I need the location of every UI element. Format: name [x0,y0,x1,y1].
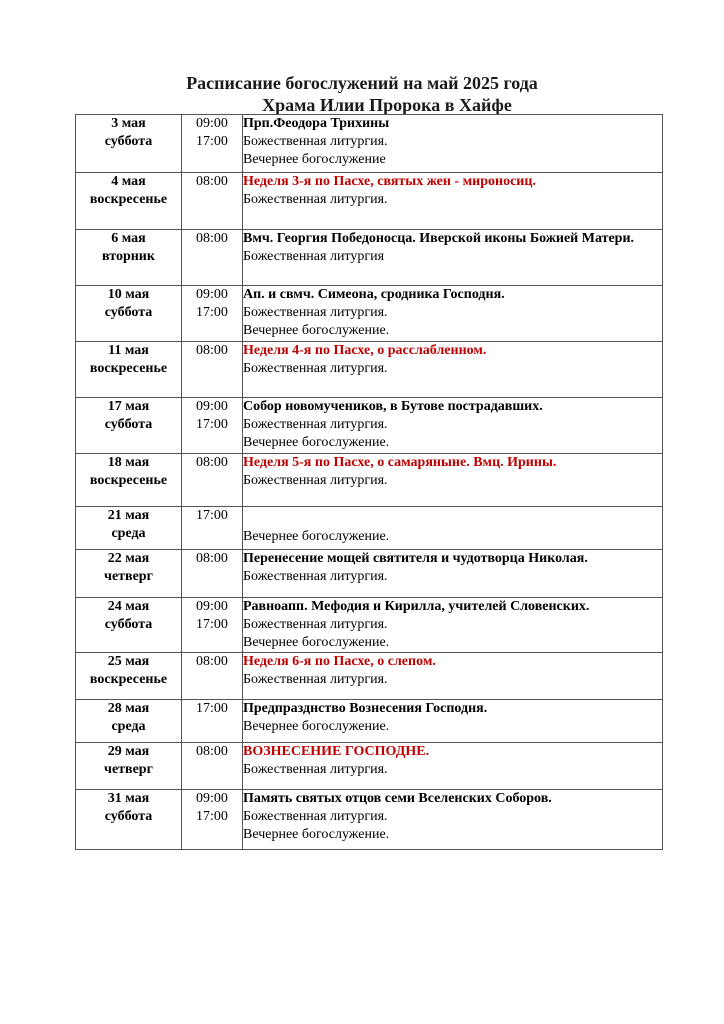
service-time: 17:00 [196,305,228,320]
schedule-row [76,173,663,230]
schedule-row [76,454,663,507]
service-name: Божественная литургия. [243,762,388,777]
service-name: Вечернее богослужение. [243,529,390,544]
feast-title: Перенесение мощей святителя и чудотворца Николая. [243,551,588,566]
day-cell [76,790,182,850]
date-label: 22 мая [107,551,150,566]
schedule-row [76,507,663,550]
service-name: Божественная литургия. [243,192,388,207]
time-cell [182,173,243,230]
service-name: Божественная литургия. [243,809,388,824]
date-label: 28 мая [107,701,150,716]
schedule-row [76,790,663,850]
date-label: 29 мая [107,744,150,759]
service-time: 09:00 [196,287,228,302]
weekday-label: суббота [104,809,153,824]
weekday-label: воскресенье [89,361,168,376]
schedule-row [76,700,663,743]
schedule-row [76,550,663,598]
service-name: Божественная литургия. [243,672,388,687]
day-cell [76,454,182,507]
weekday-label: четверг [104,762,153,777]
feast-title: Собор новомучеников, в Бутове пострадавших. [243,399,543,414]
time-cell [182,398,243,454]
description-cell [243,743,663,790]
day-cell [76,115,182,173]
day-cell [76,598,182,653]
time-cell [182,454,243,507]
service-name: Вечернее богослужение. [243,323,390,338]
day-cell [76,286,182,342]
date-label: 17 мая [107,399,150,414]
schedule-row [76,598,663,653]
day-cell [76,173,182,230]
time-cell [182,286,243,342]
service-time: 08:00 [196,455,228,470]
date-label: 11 мая [108,343,149,358]
service-time: 09:00 [196,116,228,131]
feast-title: Прп.Феодора Трихины [243,116,390,131]
date-label: 21 мая [107,508,150,523]
title-line-2: Храма Илии Пророка в Хайфе [262,95,512,115]
description-cell [243,550,663,598]
schedule-row [76,653,663,700]
service-name: Вечернее богослужение [243,152,386,167]
day-cell [76,342,182,398]
schedule-row [76,115,663,173]
service-name: Вечернее богослужение. [243,827,390,842]
feast-title: Равноапп. Мефодия и Кирилла, учителей Словенских. [243,599,590,614]
time-cell [182,653,243,700]
service-name: Божественная литургия. [243,569,388,584]
weekday-label: среда [111,526,146,541]
time-cell [182,743,243,790]
schedule-row [76,286,663,342]
feast-title: Неделя 5-я по Пасхе, о самаряныне. Вмц. Ирины. [243,455,557,470]
date-label: 3 мая [111,116,146,131]
feast-title: Ап. и свмч. Симеона, сродника Господня. [243,287,505,302]
schedule-table [75,114,663,850]
service-time: 09:00 [196,599,228,614]
description-cell [243,507,663,550]
feast-title: Неделя 3-я по Пасхе, святых жен - мироносиц. [243,174,536,189]
weekday-label: суббота [104,417,153,432]
weekday-label: суббота [104,134,153,149]
schedule-row [76,398,663,454]
service-time: 17:00 [196,701,228,716]
service-time: 17:00 [196,134,228,149]
service-time: 17:00 [196,809,228,824]
weekday-label: воскресенье [89,192,168,207]
service-time: 08:00 [196,654,228,669]
day-cell [76,700,182,743]
day-cell [76,653,182,700]
day-cell [76,398,182,454]
weekday-label: среда [111,719,146,734]
service-name: Божественная литургия. [243,617,388,632]
time-cell [182,700,243,743]
schedule-row [76,342,663,398]
description-cell [243,790,663,850]
schedule-row [76,743,663,790]
service-time: 17:00 [196,617,228,632]
page-title [0,72,724,116]
description-cell [243,653,663,700]
description-cell [243,700,663,743]
date-label: 24 мая [107,599,150,614]
feast-title: ВОЗНЕСЕНИЕ ГОСПОДНЕ. [243,744,430,759]
day-cell [76,550,182,598]
description-cell [243,230,663,286]
date-label: 31 мая [107,791,150,806]
service-time: 08:00 [196,744,228,759]
service-time: 08:00 [196,231,228,246]
time-cell [182,790,243,850]
day-cell [76,743,182,790]
service-name: Вечернее богослужение. [243,435,390,450]
date-label: 25 мая [107,654,150,669]
title-line-1: Расписание богослужений на май 2025 года [186,73,538,93]
date-label: 10 мая [107,287,150,302]
weekday-label: вторник [102,249,155,264]
weekday-label: воскресенье [89,473,168,488]
day-cell [76,507,182,550]
time-cell [182,550,243,598]
date-label: 18 мая [107,455,150,470]
service-time: 08:00 [196,343,228,358]
schedule-body [76,115,663,850]
service-name: Божественная литургия [243,249,385,264]
feast-title: Неделя 4-я по Пасхе, о расслабленном. [243,343,487,358]
service-name: Вечернее богослужение. [243,719,390,734]
weekday-label: воскресенье [89,672,168,687]
weekday-label: четверг [104,569,153,584]
schedule-row [76,230,663,286]
service-name: Божественная литургия. [243,361,388,376]
time-cell [182,342,243,398]
weekday-label: суббота [104,617,153,632]
description-cell [243,115,663,173]
service-time: 08:00 [196,551,228,566]
description-cell [243,598,663,653]
time-cell [182,507,243,550]
time-cell [182,230,243,286]
feast-title: Неделя 6-я по Пасхе, о слепом. [243,654,436,669]
service-time: 17:00 [196,508,228,523]
time-cell [182,115,243,173]
service-time: 17:00 [196,417,228,432]
date-label: 6 мая [111,231,146,246]
description-cell [243,454,663,507]
service-name: Божественная литургия. [243,417,388,432]
description-cell [243,286,663,342]
service-time: 09:00 [196,399,228,414]
service-name: Вечернее богослужение. [243,635,390,650]
service-name: Божественная литургия. [243,473,388,488]
service-name: Божественная литургия. [243,305,388,320]
feast-title: Память святых отцов семи Вселенских Соборов. [243,791,552,806]
feast-title: Предпразднство Вознесения Господня. [243,701,488,716]
service-time: 09:00 [196,791,228,806]
service-time: 08:00 [196,174,228,189]
service-name: Божественная литургия. [243,134,388,149]
description-cell [243,398,663,454]
feast-title: Вмч. Георгия Победоносца. Иверской иконы Божией Матери. [243,231,635,246]
description-cell [243,342,663,398]
weekday-label: суббота [104,305,153,320]
time-cell [182,598,243,653]
description-cell [243,173,663,230]
date-label: 4 мая [111,174,146,189]
day-cell [76,230,182,286]
